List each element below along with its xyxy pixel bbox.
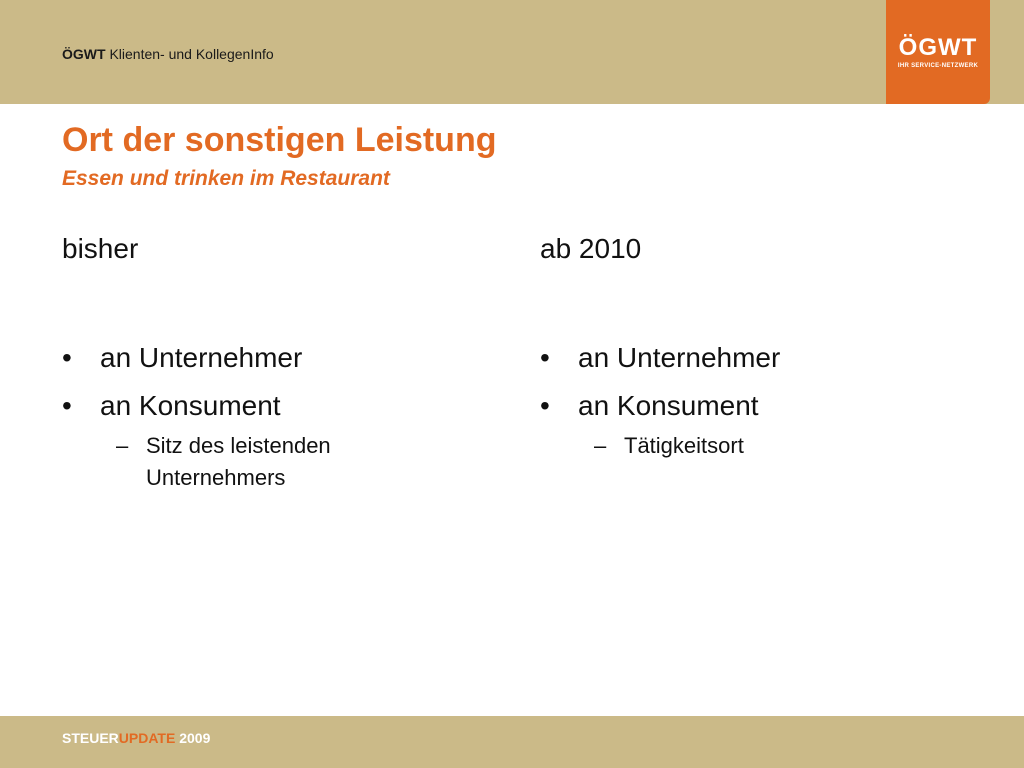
list-item-text: an Konsument	[578, 390, 759, 421]
footer-update: UPDATE	[118, 730, 176, 746]
sub-list-item-text: Sitz des leistenden Unternehmers	[146, 433, 331, 490]
footer-year: 2009	[175, 730, 211, 746]
bullet-icon: •	[62, 390, 72, 421]
sub-list	[62, 430, 482, 494]
dash-icon: –	[116, 433, 129, 458]
footer-steuer: STEUER	[62, 730, 119, 746]
bullet-icon: •	[540, 342, 550, 373]
slide-title: Ort der sonstigen Leistung	[62, 121, 497, 159]
sub-list-item	[62, 430, 406, 494]
header-subtitle: Klienten- und KollegenInfo	[109, 46, 274, 62]
bullet-list	[540, 334, 960, 430]
list-item-text: an Unternehmer	[578, 342, 781, 373]
sub-list-item	[540, 430, 884, 462]
sub-list	[540, 430, 960, 462]
oegwt-logo	[886, 0, 990, 104]
column-heading: ab 2010	[540, 233, 642, 264]
header-brand: ÖGWT	[62, 46, 106, 62]
list-item	[62, 382, 482, 430]
header-title	[62, 46, 274, 62]
list-item	[62, 334, 482, 382]
bullet-list	[62, 334, 482, 430]
column-heading: bisher	[62, 233, 139, 264]
list-item-text: an Konsument	[100, 390, 281, 421]
footer-label	[62, 730, 210, 746]
dash-icon: –	[594, 433, 607, 458]
list-item	[540, 334, 960, 382]
column-bisher	[62, 228, 482, 494]
sub-list-item-text: Tätigkeitsort	[624, 433, 744, 458]
bullet-icon: •	[62, 342, 72, 373]
slide-subtitle: Essen und trinken im Restaurant	[62, 167, 390, 190]
logo-tagline: IHR SERVICE-NETZWERK	[897, 63, 979, 69]
column-ab-2010	[540, 228, 960, 462]
bullet-icon: •	[540, 390, 550, 421]
list-item	[540, 382, 960, 430]
logo-wordmark: ÖGWT	[898, 34, 978, 61]
list-item-text: an Unternehmer	[100, 342, 303, 373]
